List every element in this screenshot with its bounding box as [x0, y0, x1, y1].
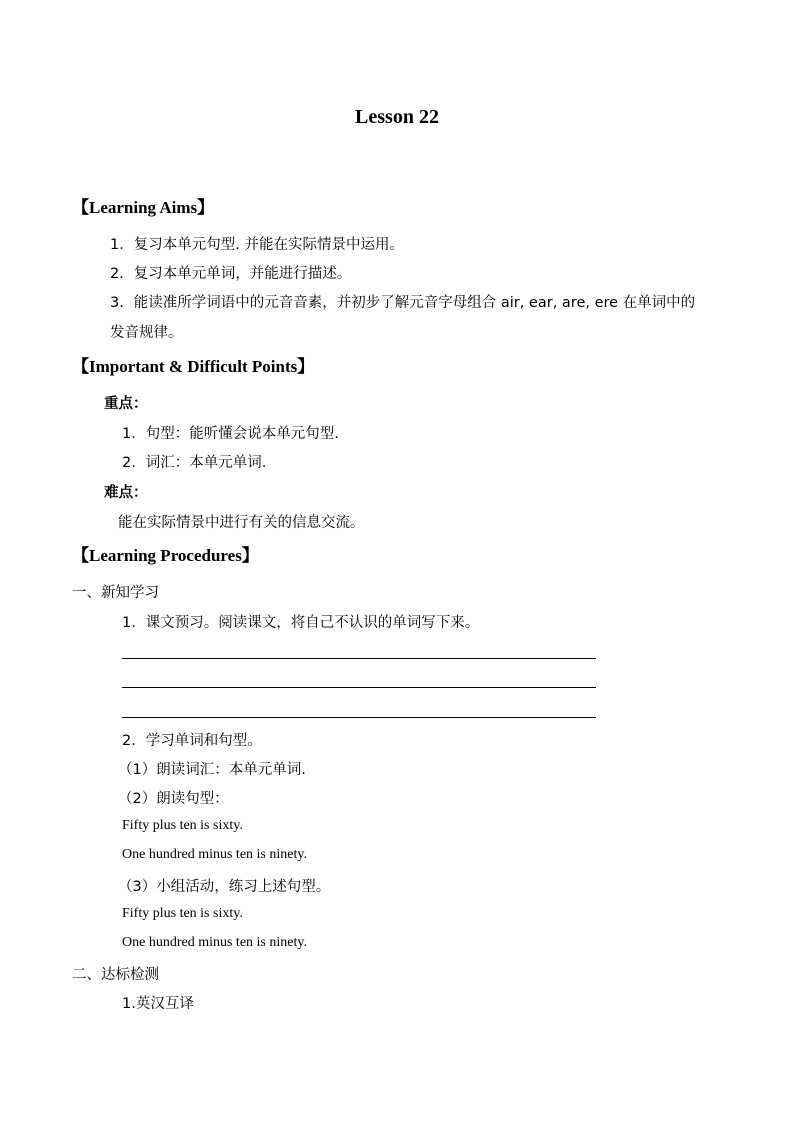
aim-item-2: 2．复习本单元单词，并能进行描述。 — [110, 266, 352, 282]
example-sentence: One hundred minus ten is ninety. — [122, 847, 307, 862]
key-point-2: 2．词汇：本单元单词. — [122, 455, 267, 471]
key-points-label: 重点： — [104, 396, 148, 412]
part2-heading: 二、达标检测 — [72, 967, 159, 983]
answer-line[interactable] — [122, 717, 596, 718]
page-title: Lesson 22 — [355, 106, 439, 128]
difficult-point-text: 能在实际情景中进行有关的信息交流。 — [118, 515, 365, 531]
difficult-points-label: 难点： — [104, 485, 148, 501]
answer-line[interactable] — [122, 658, 596, 659]
part1-sub1: （1）朗读词汇：本单元单词. — [118, 762, 306, 778]
aim-item-1: 1．复习本单元句型. 并能在实际情景中运用。 — [110, 237, 404, 253]
part1-heading: 一、新知学习 — [72, 585, 159, 601]
procedures-heading: 【Learning Procedures】 — [72, 546, 259, 565]
part1-sub2: （2）朗读句型： — [118, 791, 229, 807]
part1-step2: 2．学习单词和句型。 — [122, 733, 262, 749]
learning-aims-heading: 【Learning Aims】 — [72, 198, 215, 217]
example-sentence: Fifty plus ten is sixty. — [122, 906, 243, 921]
aim-item-3-continued: 发音规律。 — [110, 325, 183, 341]
aim-item-3: 3．能读准所学词语中的元音音素，并初步了解元音字母组合 air, ear, are, ere 在单词中的 — [110, 295, 696, 311]
part2-step1: 1.英汉互译 — [122, 996, 194, 1012]
example-sentence: Fifty plus ten is sixty. — [122, 818, 243, 833]
points-heading: 【Important & Difficult Points】 — [72, 357, 315, 376]
part1-sub3: （3）小组活动，练习上述句型。 — [118, 879, 331, 895]
key-point-1: 1．句型：能听懂会说本单元句型. — [122, 426, 339, 442]
example-sentence: One hundred minus ten is ninety. — [122, 935, 307, 950]
part1-step1: 1．课文预习。阅读课文，将自己不认识的单词写下来。 — [122, 615, 480, 631]
answer-line[interactable] — [122, 687, 596, 688]
